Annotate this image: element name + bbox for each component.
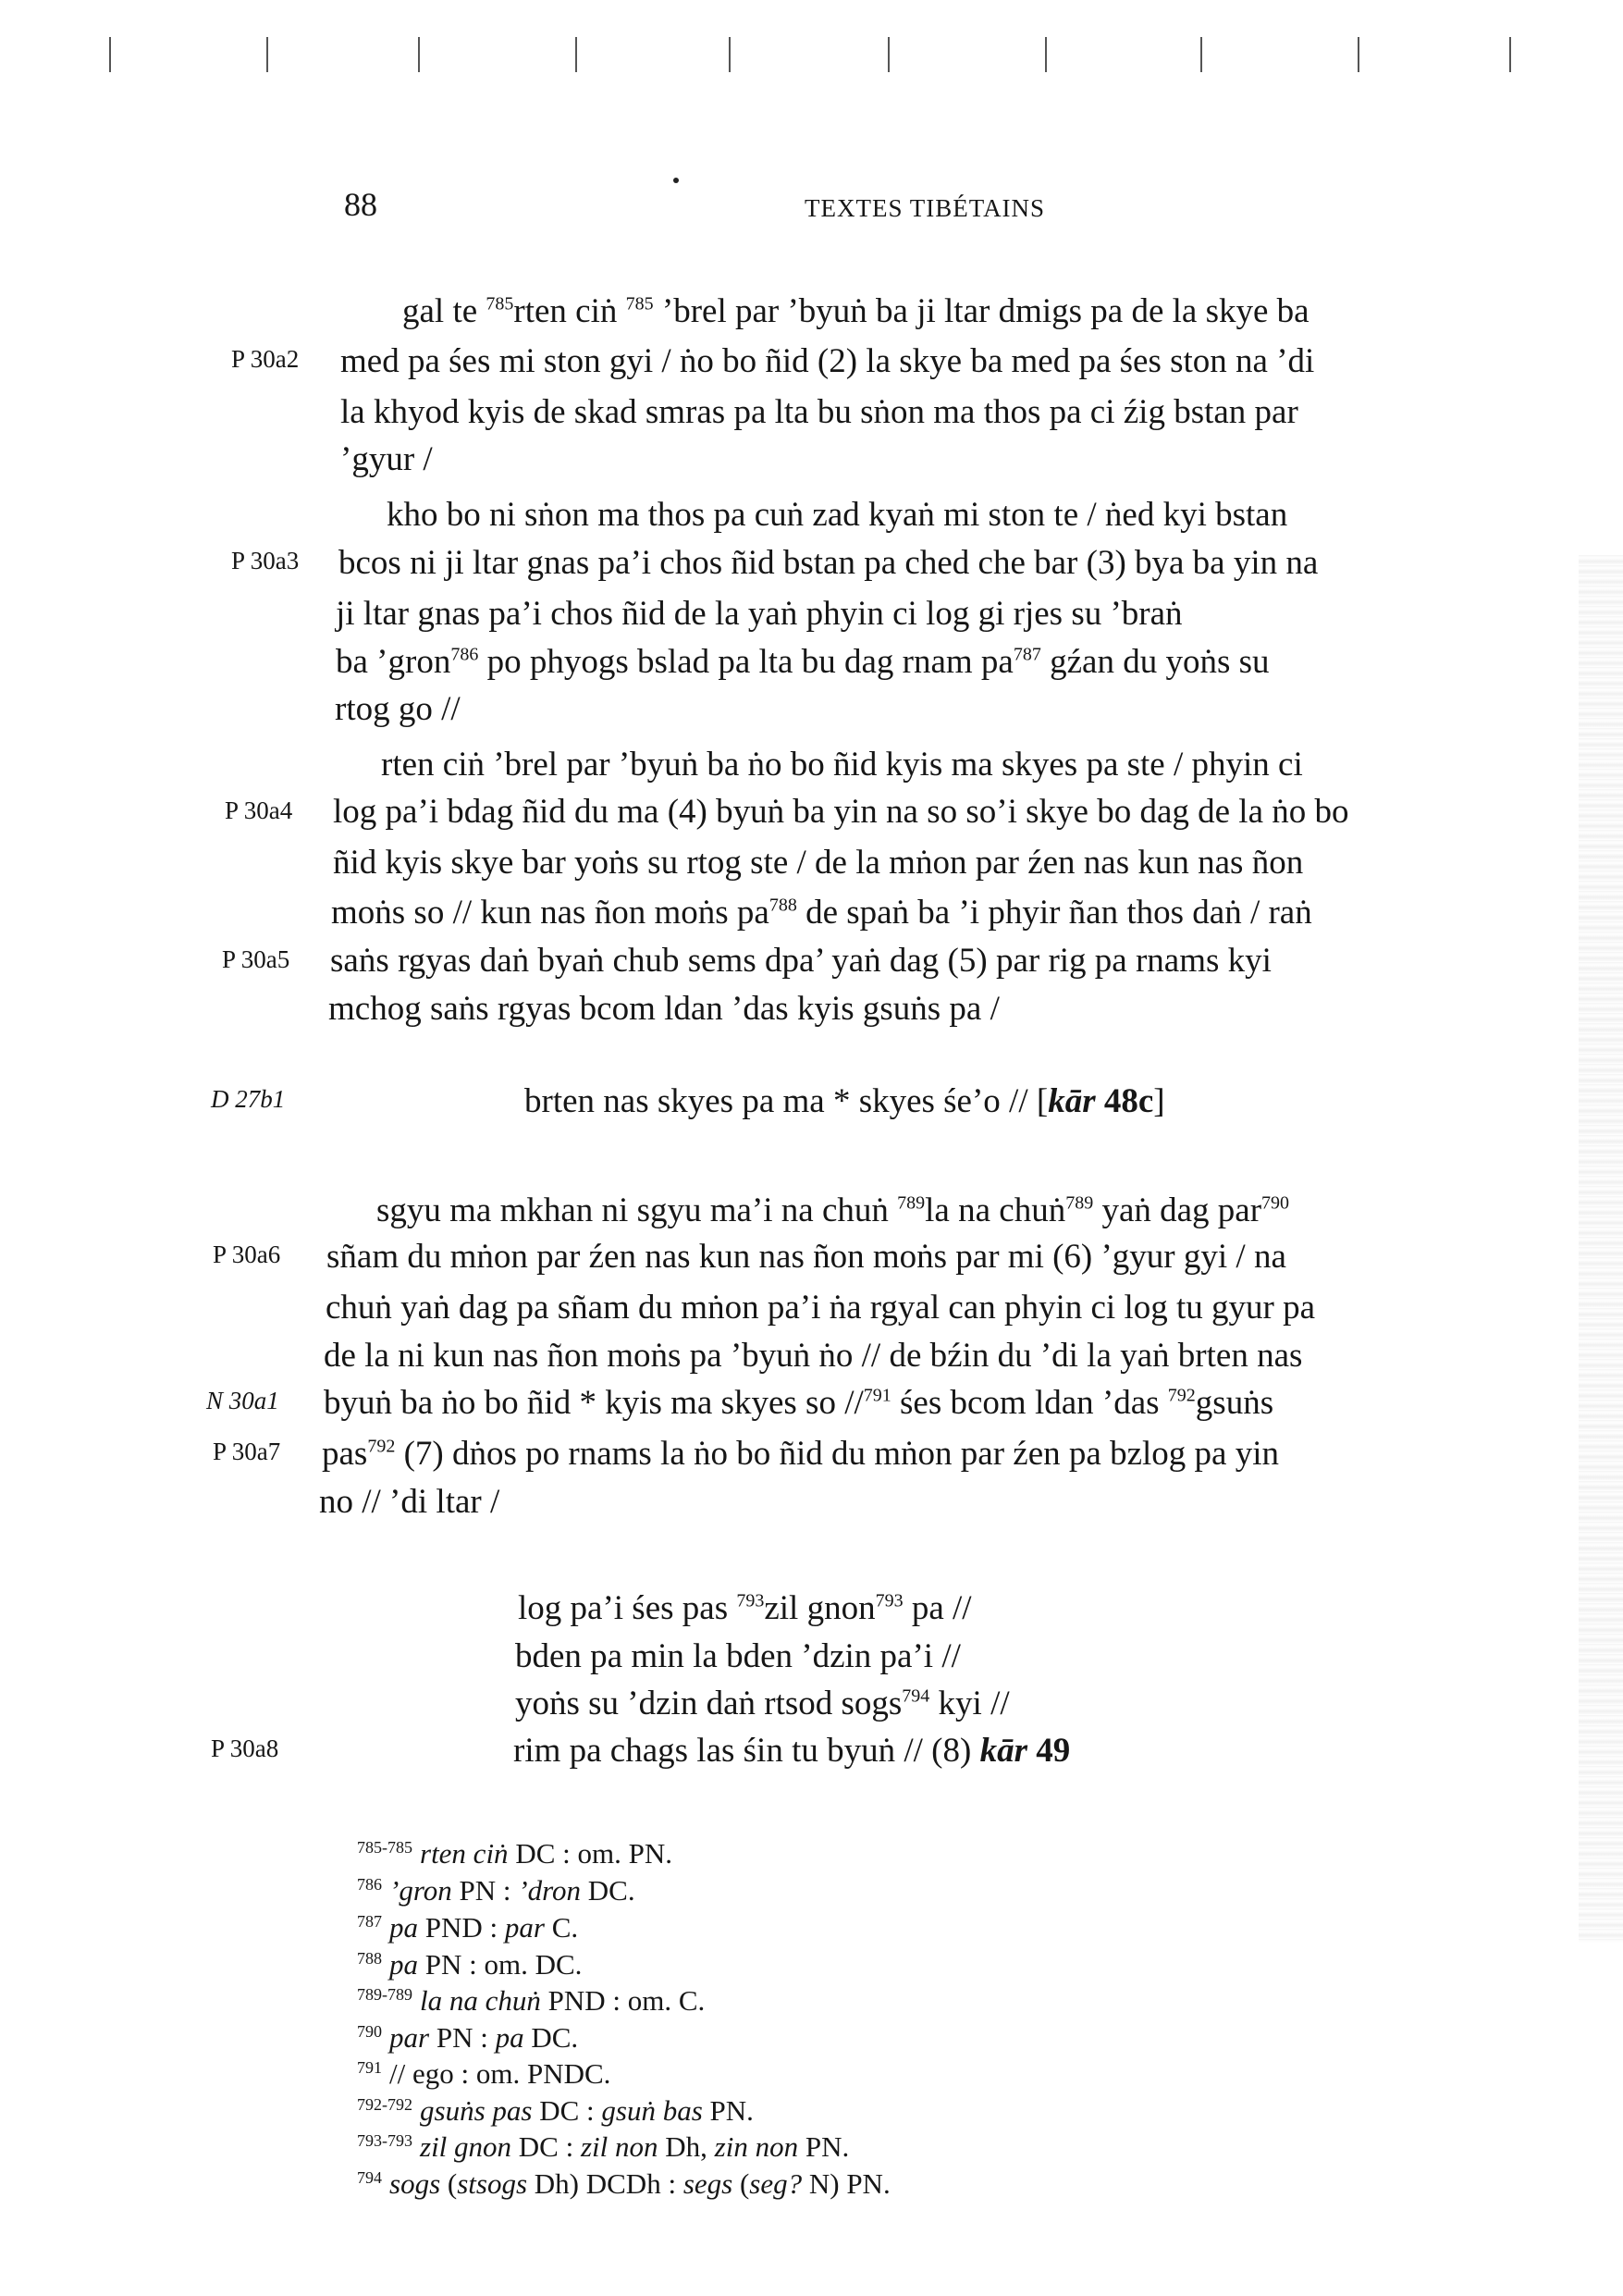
footnote-ref: 785 bbox=[625, 293, 654, 315]
scan-speck bbox=[673, 178, 679, 183]
text-line: ba ’gron$^{786}$ po phyogs bslad pa lta bu dag rnam $pa^{787}$ gźan du yoṅs su bbox=[336, 643, 1270, 681]
verse-line: yoṅs su ’dzin daṅ rtsod sogs$^{794}$ kyi // bbox=[515, 1685, 1010, 1722]
text-line: gal te $^{785}$rten ciṅ $^{785}$ ’brel par ’byuṅ ba ji ltar dmigs pa de la skye ba bbox=[402, 292, 1309, 330]
footnote-ref: 785 bbox=[486, 293, 514, 315]
verse-line: rim pa chags las śin tu byuṅ // (8) kār 49 bbox=[513, 1732, 1071, 1770]
text-line: mchog saṅs rgyas bcom ldan ’das kyis gsuṅs pa / bbox=[328, 990, 1000, 1028]
scan-border-marks bbox=[0, 37, 1623, 83]
text-line: la khyod kyis de skad smras pa lta bu sṅon ma thos pa ci źig bstan par bbox=[340, 393, 1298, 431]
footnote: $^{793-793}$ zil gnon DC : zil non Dh, zin non PN. bbox=[357, 2130, 850, 2163]
footnote: $^{785-785}$ rten ciṅ DC : om. PN. bbox=[357, 1837, 672, 1870]
text-line: sñam du mṅon par źen nas kun nas ñon moṅs par mi (6) ’gyur gyi / na bbox=[326, 1238, 1286, 1276]
margin-ref: P 30a6 bbox=[213, 1241, 281, 1268]
margin-ref: D 27b1 bbox=[211, 1085, 286, 1113]
margin-ref: N 30a1 bbox=[206, 1387, 279, 1414]
text-line: de la ni kun nas ñon moṅs pa ’byuṅ ṅo // de bźin du ’di la yaṅ brten nas bbox=[324, 1337, 1303, 1375]
verse-line: log pa’i śes pas $^{793}$zil gnon$^{793}$ pa // bbox=[518, 1589, 972, 1627]
scan-edge-shadow bbox=[1579, 555, 1623, 1943]
margin-ref: P 30a4 bbox=[225, 796, 293, 824]
verse-line: bden pa min la bden ’dzin pa’i // bbox=[515, 1637, 961, 1675]
footnote: $^{792-792}$ gsuṅs pas DC : gsuṅ bas PN. bbox=[357, 2094, 754, 2127]
text-line: chuṅ yaṅ dag pa sñam du mṅon pa’i ṅa rgyal can phyin ci log tu gyur pa bbox=[326, 1289, 1316, 1327]
text-line: bcos ni ji ltar gnas pa’i chos ñid bstan pa ched che bar (3) bya ba yin na bbox=[338, 544, 1319, 582]
margin-ref: P 30a5 bbox=[222, 945, 290, 973]
text-line: ’gyur / bbox=[340, 440, 433, 478]
text-line: saṅs rgyas daṅ byaṅ chub sems dpa’ yaṅ dag (5) par rig pa rnams kyi bbox=[330, 942, 1272, 980]
footnote-ref: 788 bbox=[768, 895, 797, 916]
footnote-ref: 792 bbox=[1167, 1385, 1196, 1406]
text-line: log pa’i bdag ñid du ma (4) byuṅ ba yin na so so’i skye bo dag de la ṅo bo bbox=[333, 793, 1349, 831]
text-line: med pa śes mi ston gyi / ṅo bo ñid (2) la skye ba med pa śes ston na ’di bbox=[340, 342, 1315, 380]
page-number: 88 bbox=[344, 186, 377, 223]
text-line: no // ’di ltar / bbox=[319, 1483, 500, 1521]
footnote: $^{787}$ pa PND : par C. bbox=[357, 1911, 579, 1944]
text-line: moṅs so // kun nas ñon moṅs $pa^{788}$ de spaṅ ba ’i phyir ñan thos daṅ / raṅ bbox=[331, 894, 1312, 932]
text-line: rten ciṅ ’brel par ’byuṅ ba ṅo bo ñid kyis ma skyes pa ste / phyin ci bbox=[381, 746, 1303, 784]
footnote-ref: 786 bbox=[450, 644, 479, 665]
text-line: sgyu ma mkhan ni sgyu ma’i na chuṅ $^{789}$la na chuṅ$^{789}$ yaṅ dag par$^{790}$ bbox=[376, 1191, 1290, 1229]
footnote: $^{789-789}$ la na chuṅ PND : om. C. bbox=[357, 1984, 706, 2017]
footnote: $^{788}$ pa PN : om. DC. bbox=[357, 1948, 583, 1981]
text-line: byuṅ ba ṅo bo ñid * kyis ma skyes so //$^{791}$ śes bcom ldan ’das $^{792}$gsuṅs bbox=[324, 1384, 1274, 1422]
footnote: $^{791}$ // ego : om. PNDC. bbox=[357, 2057, 611, 2090]
margin-ref: P 30a3 bbox=[231, 547, 300, 574]
footnote: $^{794}$ sogs (stsogs Dh) DCDh : segs (seg? N) PN. bbox=[357, 2167, 891, 2200]
text-line: kho bo ni sṅon ma thos pa cuṅ zad kyaṅ mi ston te / ṅed kyi bstan bbox=[387, 496, 1288, 534]
margin-ref: P 30a7 bbox=[213, 1438, 281, 1465]
margin-ref: P 30a2 bbox=[231, 345, 300, 373]
footnote-ref: 789 bbox=[897, 1192, 926, 1214]
text-line: rtog go // bbox=[335, 690, 461, 728]
text-line: ñid kyis skye bar yoṅs su rtog ste / de la mṅon par źen nas kun nas ñon bbox=[333, 844, 1304, 882]
footnote-ref: 789 bbox=[1065, 1192, 1094, 1214]
text-line: pas$^{792}$ (7) dṅos po rnams la ṅo bo ñid du mṅon par źen pa bzlog pa yin bbox=[322, 1435, 1279, 1473]
karika-line: brten nas skyes pa ma * skyes śe’o // [kār 48c] bbox=[524, 1082, 1165, 1120]
footnote-ref: 790 bbox=[1261, 1192, 1290, 1214]
footnote-ref: 787 bbox=[1013, 644, 1041, 665]
running-title: TEXTES TIBÉTAINS bbox=[805, 194, 1046, 222]
text-line: ji ltar gnas pa’i chos ñid de la yaṅ phyin ci log gi rjes su ’braṅ bbox=[336, 595, 1183, 633]
margin-ref: P 30a8 bbox=[211, 1734, 279, 1762]
footnote-ref: 791 bbox=[863, 1385, 891, 1406]
footnote: $^{786}$ ’gron PN : ’dron DC. bbox=[357, 1874, 635, 1907]
footnote-ref: 794 bbox=[902, 1685, 930, 1707]
footnote-ref: 793 bbox=[875, 1590, 904, 1611]
footnote-ref: 792 bbox=[367, 1436, 396, 1457]
footnote: $^{790}$ par PN : pa DC. bbox=[357, 2021, 579, 2054]
footnote-ref: 793 bbox=[736, 1590, 765, 1611]
